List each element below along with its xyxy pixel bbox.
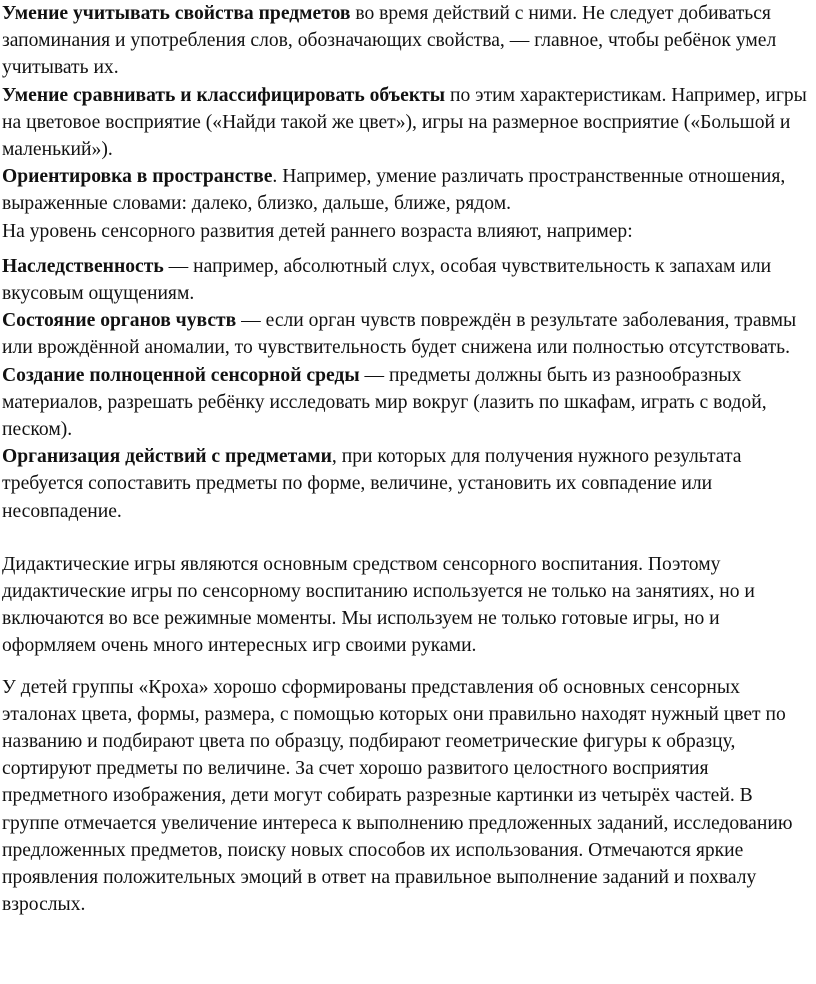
- factor-description: — если орган чувств повреждён в результате заболевания, травмы или врождённой аномалии, то чувствительность будет снижена или полностью отсутствовать.: [2, 310, 797, 359]
- skill-item-properties: [2, 0, 814, 82]
- paragraph-group-kroha: У детей группы «Кроха» хорошо сформированы представления об основных сенсорных эталонах цвета, формы, размера, с помощью которых они правильно находят нужный цвет по названию и подбирают цвета по образцу, подбирают геометрические фигуры к образцу, сортируют предметы по величине. За счет хорошо развитого целостного восприятия предметного изображения, дети могут собирать разрезные картинки из четырёх частей. В группе отмечается увеличение интереса к выполнению предложенных заданий, исследованию предложенных предметов, поиску новых способов их использования. Отмечаются яркие проявления положительных эмоций в ответ на правильное выполнение заданий и похвалу взрослых.: [2, 676, 793, 916]
- factor-description: — например, абсолютный слух, особая чувствительность к запахам или вкусовым ощущениям.: [2, 255, 772, 305]
- factor-item-sense-organs: [2, 307, 814, 361]
- factor-item-heredity: [2, 253, 814, 307]
- factor-term: Наследственность: [2, 255, 164, 277]
- factor-item-environment: [2, 362, 814, 444]
- paragraph-didactic-games: Дидактические игры являются основным средством сенсорного воспитания. Поэтому дидактические игры по сенсорному воспитанию используется не только на занятиях, но и включаются во все режимные моменты. Мы используем не только готовые игры, но и оформляем очень много интересных игр своими руками.: [2, 553, 755, 657]
- spacer: [2, 525, 814, 551]
- factor-term: Состояние органов чувств: [2, 310, 237, 332]
- spacer: [2, 245, 814, 253]
- factor-term: Организация действий с предметами: [2, 446, 332, 468]
- skill-item-compare: [2, 82, 814, 164]
- factor-term: Создание полноценной сенсорной среды: [2, 364, 360, 386]
- skill-term: Умение сравнивать и классифицировать объекты: [2, 84, 446, 106]
- skill-description: . Например, умение различать пространственные отношения, выраженные словами: далеко, близко, дальше, ближе, рядом.: [2, 166, 786, 215]
- skill-term: Умение учитывать свойства предметов: [2, 3, 351, 24]
- factor-item-actions: [2, 443, 814, 525]
- document-page: [2, 0, 814, 919]
- factor-description: — предметы должны быть из разнообразных материалов, разрешать ребёнку исследовать мир вокруг (лазить по шкафам, играть с водой, песком).: [2, 364, 767, 441]
- factor-description: , при которых для получения нужного результата требуется сопоставить предметы по форме, величине, установить их совпадение или несовпадение.: [2, 446, 742, 522]
- skill-description: по этим характеристикам. Например, игры на цветовое восприятие («Найди такой же цвет»), игры на размерное восприятие («Большой и маленький»).: [2, 84, 807, 161]
- factors-intro: На уровень сенсорного развития детей раннего возраста влияют, например:: [2, 220, 633, 242]
- skill-term: Ориентировка в пространстве: [2, 166, 273, 188]
- skill-item-orientation: [2, 163, 814, 217]
- spacer: [2, 660, 814, 674]
- skill-description: во время действий с ними. Не следует добиваться запоминания и употребления слов, обозначающих свойства, — главное, чтобы ребёнок умел учитывать их.: [2, 3, 777, 79]
